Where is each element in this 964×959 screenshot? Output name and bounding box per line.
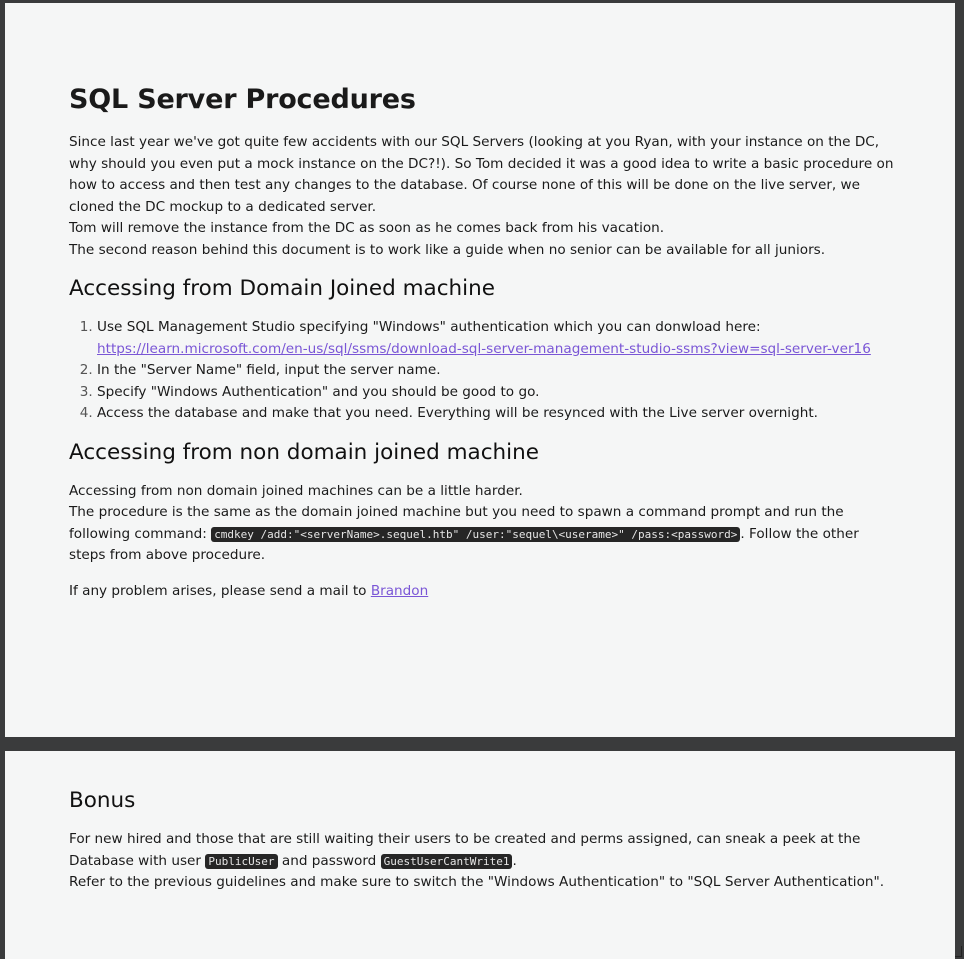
list-item: 2. In the "Server Name" field, input the server name.: [97, 360, 895, 382]
public-user-code: PublicUser: [205, 854, 277, 869]
nondomain-line-2: [69, 502, 895, 567]
nondomain-line-2a: The procedure is the same as the domain joined machine but you need to spawn a command prompt and run the following command:: [69, 504, 844, 542]
document-page-1: [5, 3, 955, 737]
nondomain-line-2b: . Follow the other steps from above procedure.: [69, 525, 859, 563]
nondomain-paragraph: [69, 481, 895, 567]
section-heading-bonus: Bonus: [69, 788, 136, 813]
step-1-text: Use SQL Management Studio specifying "Windows" authentication which you can donwload here:: [97, 319, 761, 335]
domain-steps-list: [69, 317, 895, 425]
mail-paragraph: [69, 581, 895, 603]
bonus-line-1c: .: [512, 852, 517, 869]
intro-text-3: The second reason behind this document is to work like a guide when no senior can be available for all juniors.: [69, 241, 826, 258]
list-item: 3. Specify "Windows Authentication" and you should be good to go.: [97, 382, 895, 404]
page-title: SQL Server Procedures: [69, 84, 416, 115]
cmdkey-command: cmdkey /add:"<serverName>.sequel.htb" /user:"sequel\<userame>" /pass:<password>: [211, 527, 740, 542]
document-page-2: [5, 751, 955, 959]
bonus-line-1: [69, 829, 895, 872]
brandon-mail-link[interactable]: Brandon: [370, 582, 429, 599]
section-heading-domain: Accessing from Domain Joined machine: [69, 276, 496, 301]
bonus-line-2: Refer to the previous guidelines and make sure to switch the "Windows Authentication" to "SQL Server Authentication".: [69, 874, 885, 890]
list-item: 4. Access the database and make that you need. Everything will be resynced with the Live server overnight.: [97, 403, 895, 425]
intro-paragraph: [69, 132, 895, 261]
ssms-download-link[interactable]: https://learn.microsoft.com/en-us/sql/ssms/download-sql-server-management-studio-ssms?view=sql-server-ver16: [97, 340, 871, 357]
list-item: [97, 317, 895, 360]
intro-text-1: Since last year we've got quite few accidents with our SQL Servers (looking at you Ryan, with your instance on the DC, why should you even put a mock instance on the DC?!). So Tom decided it was a good idea to write a basic procedure on how to access and then test any changes to the database. Of course none of this will be done on the live server, we cloned the DC mockup to a dedicated server.: [69, 134, 894, 215]
intro-text-2: Tom will remove the instance from the DC as soon as he comes back from his vacation.: [69, 220, 665, 236]
nondomain-line-1: Accessing from non domain joined machines can be a little harder.: [69, 482, 523, 499]
section-heading-nondomain: Accessing from non domain joined machine: [69, 439, 539, 465]
guest-password-code: GuestUserCantWrite1: [381, 854, 513, 869]
mail-text: If any problem arises, please send a mail to: [69, 582, 371, 599]
resize-corner-icon[interactable]: [955, 946, 962, 957]
bonus-line-1b: and password: [277, 852, 381, 869]
bonus-line-1a: For new hired and those that are still waiting their users to be created and perms assigned, can sneak a peek at the Database with user: [69, 831, 861, 869]
